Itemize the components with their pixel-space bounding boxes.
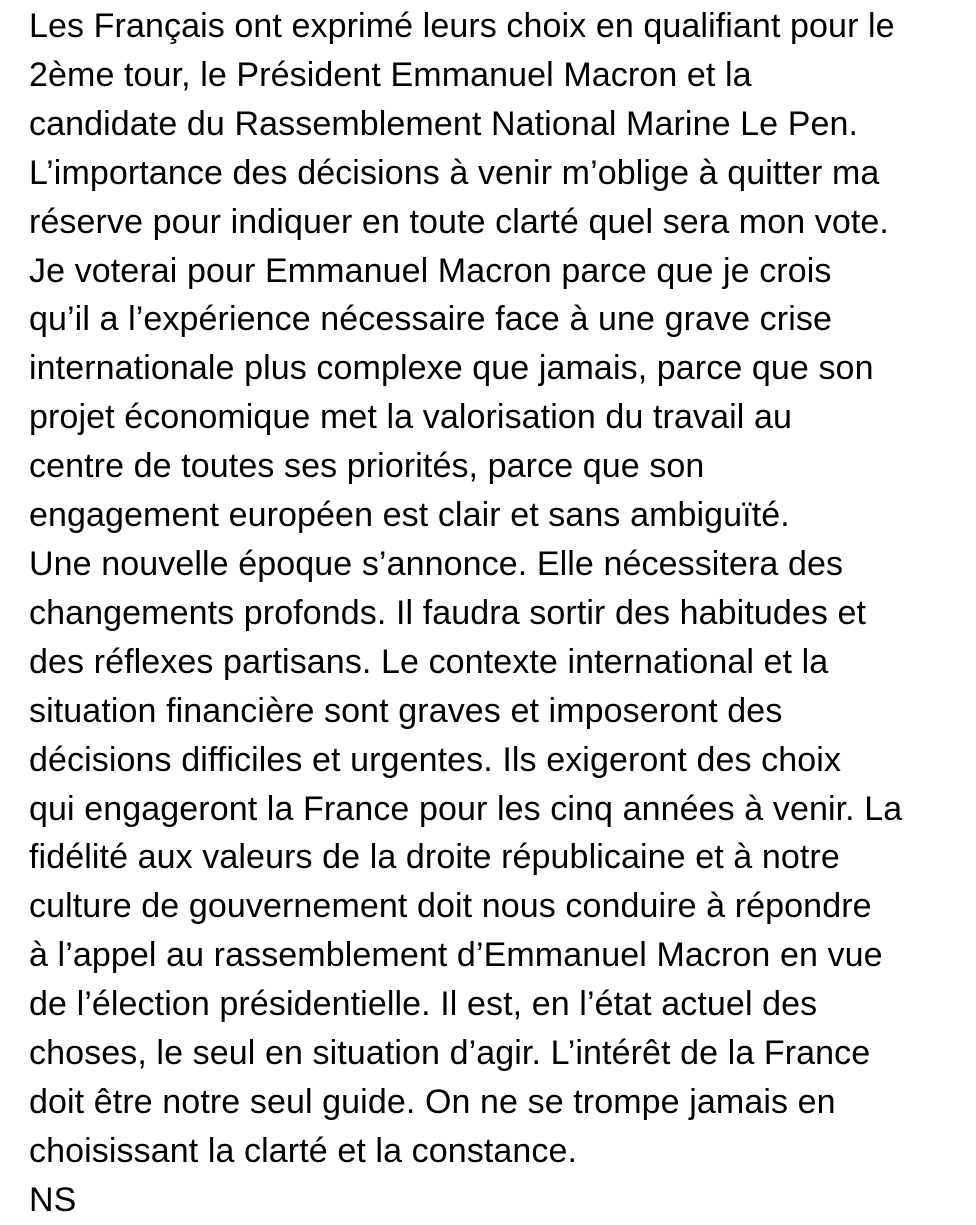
text-line: choses, le seul en situation d’agir. L’intérêt de la France [29, 1034, 871, 1073]
text-line: centre de toutes ses priorités, parce que son [29, 447, 705, 486]
text-line: Les Français ont exprimé leurs choix en qualifiant pour le [29, 7, 895, 45]
text-line: situation financière sont graves et imposeront des [29, 691, 783, 730]
text-line: qui engageront la France pour les cinq années à venir. La [29, 789, 903, 828]
text-line: réserve pour indiquer en toute clarté quel sera mon vote. [29, 202, 889, 241]
text-line: Une nouvelle époque s’annonce. Elle nécessitera des [29, 544, 844, 583]
text-line: de l’élection présidentielle. Il est, en l’état actuel des [29, 985, 818, 1024]
document-body [29, 2, 969, 1225]
text-line: doit être notre seul guide. On ne se trompe jamais en [29, 1082, 836, 1121]
signature-initials: NS [29, 1180, 77, 1219]
text-line: candidate du Rassemblement National Marine Le Pen. [29, 104, 859, 143]
text-line: L’importance des décisions à venir m’oblige à quitter ma [29, 153, 880, 192]
text-line: qu’il a l’expérience nécessaire face à une grave crise [29, 300, 832, 339]
text-line: engagement européen est clair et sans ambiguïté. [29, 496, 790, 535]
text-line: projet économique met la valorisation du travail au [29, 398, 792, 437]
text-line: des réflexes partisans. Le contexte international et la [29, 642, 829, 681]
text-line: à l’appel au rassemblement d’Emmanuel Macron en vue [29, 936, 883, 975]
text-line: internationale plus complexe que jamais, parce que son [29, 349, 874, 388]
text-line: fidélité aux valeurs de la droite républicaine et à notre [29, 838, 840, 877]
text-line: Je voterai pour Emmanuel Macron parce que je crois [29, 251, 832, 290]
text-line: culture de gouvernement doit nous conduire à répondre [29, 887, 872, 926]
text-line: 2ème tour, le Président Emmanuel Macron et la [29, 55, 752, 94]
text-line: décisions difficiles et urgentes. Ils exigeront des choix [29, 740, 842, 779]
text-line: changements profonds. Il faudra sortir des habitudes et [29, 593, 867, 632]
text-line: choisissant la clarté et la constance. [29, 1131, 578, 1170]
